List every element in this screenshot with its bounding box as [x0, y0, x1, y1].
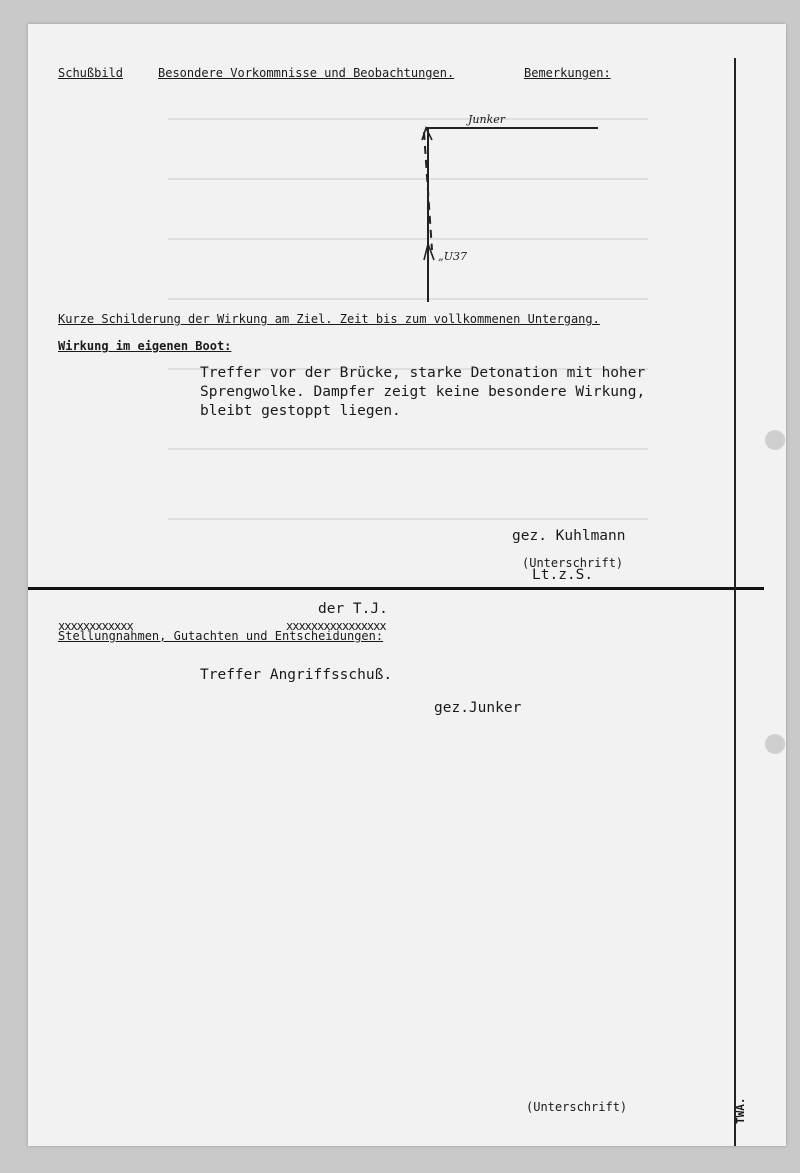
- margin-stamp: TWA.: [734, 1097, 747, 1124]
- report-signature-label: (Unterschrift): [522, 556, 624, 570]
- document-page: [28, 24, 786, 1146]
- report-signed: gez. Kuhlmann: [512, 528, 626, 544]
- diagram-label-u37: „U37: [438, 250, 467, 263]
- own-boat-effect-heading: Wirkung im eigenen Boot:: [58, 339, 232, 353]
- report-line-1: Treffer vor der Brücke, starke Detonation mit hoher: [200, 365, 646, 381]
- header-remarks: Bemerkungen:: [524, 66, 611, 80]
- report-rank: Lt.z.S.: [532, 567, 594, 583]
- struck-out-right: xxxxxxxxxxxxxxxx: [286, 619, 386, 633]
- diagram-label-junker: Junker: [468, 113, 506, 126]
- lower-signed: gez.Junker: [434, 700, 522, 716]
- struck-out-left: xxxxxxxxxxxx: [58, 619, 133, 633]
- report-line-2: Sprengwolke. Dampfer zeigt keine besondere Wirkung,: [200, 384, 646, 400]
- report-line-3: bleibt gestoppt liegen.: [200, 403, 401, 419]
- header-shussbild: Schußbild: [58, 66, 124, 80]
- lower-signature-label: (Unterschrift): [526, 1100, 628, 1114]
- verdict-text: Treffer Angriffsschuß.: [200, 667, 393, 683]
- header-observations: Besondere Vorkommnisse und Beobachtungen.: [158, 66, 455, 80]
- shot-diagram: [408, 110, 628, 310]
- punch-hole-upper: [765, 430, 785, 450]
- punch-hole-lower: [765, 734, 785, 754]
- lower-heading-center: der T.J.: [318, 601, 388, 617]
- effect-description-heading: Kurze Schilderung der Wirkung am Ziel. Zeit bis zum vollkommenen Untergang.: [58, 312, 600, 326]
- section-divider: [28, 587, 764, 590]
- margin-rule: [734, 58, 736, 1146]
- statements-heading: Stellungnahmen, Gutachten und Entscheidungen:: [58, 629, 384, 643]
